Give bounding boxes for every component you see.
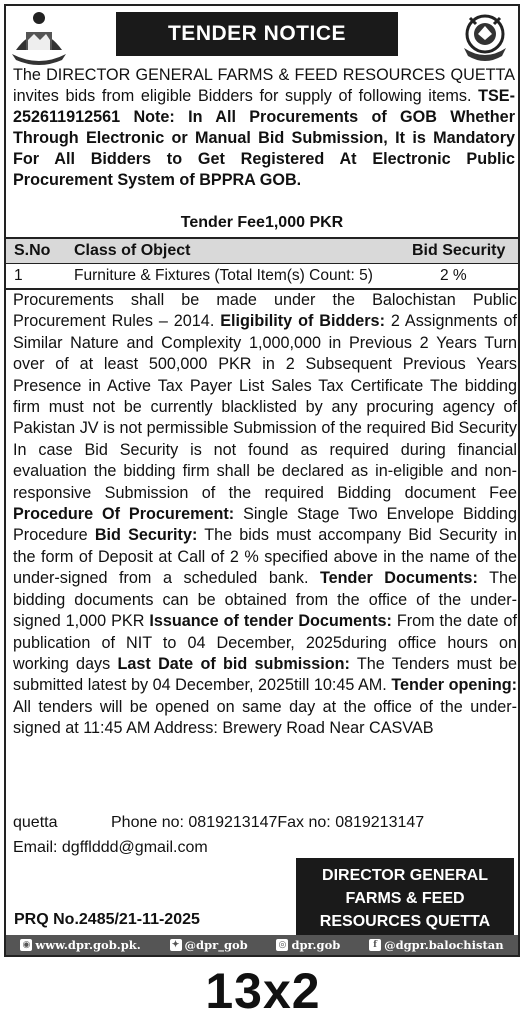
contact-email: Email: dgfflddd@gmail.com xyxy=(13,839,208,857)
footer-facebook-label: @dgpr.balochistan xyxy=(384,938,504,952)
bid-security-heading: Bid Security: xyxy=(94,526,198,545)
ad-size-label: 13x2 xyxy=(205,963,321,1019)
globe-icon: ◉ xyxy=(20,939,32,951)
footer-bar xyxy=(6,935,518,955)
footer-instagram[interactable] xyxy=(276,938,340,952)
items-table xyxy=(6,237,518,290)
signatory-line: FARMS & FEED xyxy=(345,889,465,907)
issuance-heading: Issuance of tender Documents: xyxy=(149,612,392,631)
body-text: 2 Assignments of Similar Nature and Complexity 1,000,000 in Previous 2 Years Turn over of at least 500,000 PKR in 2 Subsequent Previous Years Presence in Active Tax Payer List Sales Tax Certificate The bidding firm must not be currently blacklisted by any procuring agency of Pakistan JV is not permissible Submission of the required Bid Security In case Bid Security is not found as required during financial evaluation the bidding firm shall be declared as in-eligible and non-responsive Submission of the required Bidding document Fee xyxy=(13,312,517,502)
eligibility-heading: Eligibility of Bidders: xyxy=(220,312,385,331)
intro-paragraph xyxy=(13,65,515,191)
col-header-bid-security: Bid Security xyxy=(412,242,506,259)
body-text: The bidding documents can be obtained from the office of the under-signed 1,000 PKR xyxy=(13,569,517,631)
footer-web-label: www.dpr.gob.pk. xyxy=(35,938,141,952)
procedure-heading: Procedure Of Procurement: xyxy=(13,505,235,524)
footer-twitter[interactable] xyxy=(170,938,248,952)
tender-fee: Tender Fee1,000 PKR xyxy=(180,214,344,231)
intro-text: The DIRECTOR GENERAL FARMS & FEED RESOURCES QUETTA invites bids from eligible Bidders for supply of following items. xyxy=(13,66,515,105)
cell-class: Furniture & Fixtures (Total Item(s) Count: 5) xyxy=(74,267,373,284)
col-header-sno: S.No xyxy=(14,242,51,259)
body-text: From the date of publication of NIT to 04 December, 2025during office hours on working days xyxy=(13,612,517,673)
body-text: The Tenders must be submitted latest by 04 December, 2025till 10:45 AM. xyxy=(13,654,517,695)
table-header xyxy=(6,237,518,264)
col-header-class: Class of Object xyxy=(74,242,191,259)
signatory-line: DIRECTOR GENERAL xyxy=(322,866,488,884)
header xyxy=(6,6,518,68)
body-text: Procurements shall be made under the Balochistan Public Procurement Rules – 2014. xyxy=(13,291,517,331)
balochistan-emblem-icon xyxy=(10,10,68,66)
tender-documents-heading: Tender Documents: xyxy=(319,569,478,588)
body-text: The bids must accompany Bid Security in the form of Deposit at Call of 2 % specified above in the name of the under-signed from a scheduled bank. xyxy=(13,526,517,588)
contact-city: quetta xyxy=(13,814,58,831)
signatory-line: RESOURCES QUETTA xyxy=(319,912,491,930)
intro-note: TSE-252611912561 Note: In All Procurements of GOB Whether Through Electronic or Manual Bid Submission, It is Mandatory For All Bidders to Get Registered At Electronic Public Procurement System of BPPRA GOB. xyxy=(13,87,515,189)
footer-web[interactable] xyxy=(20,938,140,952)
footer-instagram-label: dpr.gob xyxy=(291,938,341,952)
body-text: Single Stage Two Envelope Bidding Procedure xyxy=(13,505,517,545)
footer-facebook[interactable] xyxy=(369,938,504,952)
cell-bid-security: 2 % xyxy=(440,267,467,284)
tender-body xyxy=(13,290,517,740)
last-date-heading: Last Date of bid submission: xyxy=(117,654,350,673)
signatory-box xyxy=(296,858,514,938)
contact-info xyxy=(13,812,517,859)
contact-phone: Phone no: 0819213147Fax no: 0819213147 xyxy=(111,814,425,831)
facebook-icon: f xyxy=(369,939,381,951)
body-text: All tenders will be opened on same day at the office of the under-signed at 11:45 AM Address: Brewery Road Near CASVAB xyxy=(13,697,517,738)
tender-notice-frame xyxy=(4,4,520,957)
cell-sno: 1 xyxy=(14,267,23,284)
table-row xyxy=(6,264,518,290)
page-title: TENDER NOTICE xyxy=(116,12,398,56)
footer-twitter-label: @dpr_gob xyxy=(184,938,248,952)
tender-opening-heading: Tender opening: xyxy=(391,676,517,695)
instagram-icon: ◎ xyxy=(276,939,288,951)
twitter-icon: ✦ xyxy=(170,939,182,951)
dpr-emblem-icon xyxy=(456,10,514,66)
prq-number: PRQ No.2485/21-11-2025 xyxy=(14,911,200,928)
